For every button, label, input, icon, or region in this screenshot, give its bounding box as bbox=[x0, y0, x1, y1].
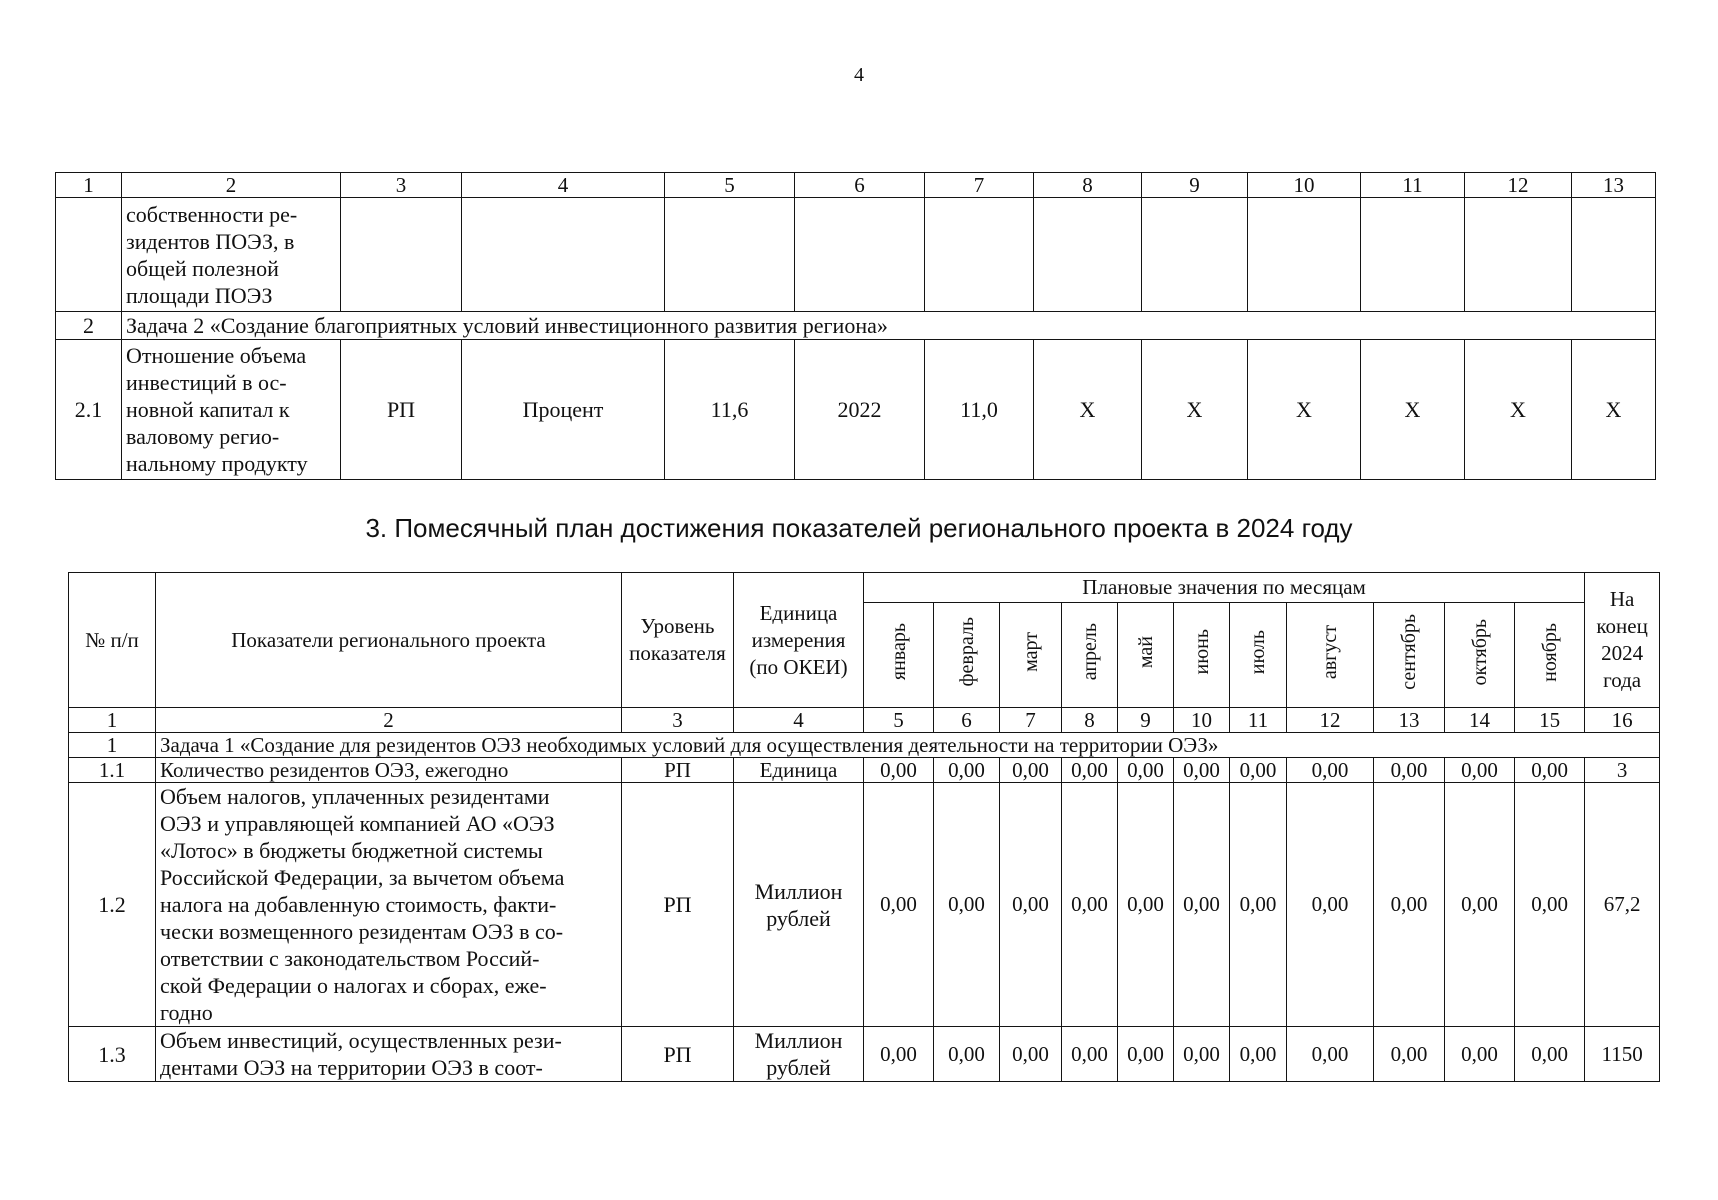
month-value: 0,00 bbox=[934, 783, 1000, 1027]
month-value: 0,00 bbox=[864, 758, 934, 783]
column-number: 9 bbox=[1118, 708, 1174, 733]
column-number: 3 bbox=[341, 173, 462, 198]
month-value: 0,00 bbox=[1445, 758, 1515, 783]
header-unit: Единица измерения (по ОКЕИ) bbox=[734, 573, 864, 708]
month-value: 0,00 bbox=[1230, 783, 1287, 1027]
column-number: 2 bbox=[156, 708, 622, 733]
month-value: 0,00 bbox=[934, 1027, 1000, 1082]
month-value: 0,00 bbox=[1118, 758, 1174, 783]
task-row bbox=[56, 312, 1656, 340]
month-header: апрель bbox=[1062, 603, 1118, 708]
month-header: январь bbox=[864, 603, 934, 708]
task-title: Задача 2 «Создание благоприятных условий инвестиционного развития региона» bbox=[122, 312, 1656, 340]
column-number: 4 bbox=[462, 173, 665, 198]
indicator-level: РП bbox=[622, 1027, 734, 1082]
column-number: 10 bbox=[1174, 708, 1230, 733]
value-2024: 11,0 bbox=[925, 340, 1034, 480]
unit: Единица bbox=[734, 758, 864, 783]
month-value: 0,00 bbox=[1174, 758, 1230, 783]
indicator-name: Количество резидентов ОЭЗ, ежегодно bbox=[156, 758, 622, 783]
month-value: 0,00 bbox=[1515, 1027, 1585, 1082]
indicator-name: Объем налогов, уплаченных резидентами ОЭЗ и управляющей компанией АО «ОЭЗ «Лотос» в бюджеты бюджетной системы Российской Федерации, за вычетом объема налога на добавленную стоимость, факти- чески возмещенного резидентам ОЭЗ в со- ответствии с законодательством Россий- ской Федерации о налогах и сборах, еже- годно bbox=[156, 783, 622, 1027]
month-header: февраль bbox=[934, 603, 1000, 708]
base-year: 2022 bbox=[795, 340, 925, 480]
monthly-plan-table bbox=[68, 572, 1660, 1082]
column-number: 12 bbox=[1465, 173, 1572, 198]
column-number: 9 bbox=[1142, 173, 1248, 198]
month-header: сентябрь bbox=[1374, 603, 1445, 708]
column-number: 1 bbox=[56, 173, 122, 198]
column-number: 2 bbox=[122, 173, 341, 198]
empty-cell bbox=[56, 198, 122, 312]
indicator-level: РП bbox=[622, 783, 734, 1027]
month-value: 0,00 bbox=[864, 783, 934, 1027]
x-mark: X bbox=[1034, 340, 1142, 480]
column-number: 10 bbox=[1248, 173, 1361, 198]
end-of-year-value: 67,2 bbox=[1585, 783, 1660, 1027]
month-value: 0,00 bbox=[1287, 783, 1374, 1027]
month-value: 0,00 bbox=[1118, 1027, 1174, 1082]
column-number: 7 bbox=[1000, 708, 1062, 733]
indicator-name: собственности ре- зидентов ПОЭЗ, в общей полезной площади ПОЭЗ bbox=[122, 198, 341, 312]
month-value: 0,00 bbox=[1062, 1027, 1118, 1082]
month-value: 0,00 bbox=[1374, 758, 1445, 783]
column-number: 11 bbox=[1361, 173, 1465, 198]
table-row bbox=[69, 1027, 1660, 1082]
table-row bbox=[69, 758, 1660, 783]
x-mark: X bbox=[1361, 340, 1465, 480]
month-value: 0,00 bbox=[864, 1027, 934, 1082]
column-number: 14 bbox=[1445, 708, 1515, 733]
indicator-name: Отношение объема инвестиций в ос- новной капитал к валовому регио- нальному продукту bbox=[122, 340, 341, 480]
empty-cell bbox=[1142, 198, 1248, 312]
month-header: март bbox=[1000, 603, 1062, 708]
page-number: 4 bbox=[854, 64, 864, 86]
month-value: 0,00 bbox=[1062, 783, 1118, 1027]
empty-cell bbox=[1248, 198, 1361, 312]
month-value: 0,00 bbox=[1515, 783, 1585, 1027]
month-value: 0,00 bbox=[1174, 783, 1230, 1027]
empty-cell bbox=[341, 198, 462, 312]
month-value: 0,00 bbox=[1445, 1027, 1515, 1082]
indicators-table-continued bbox=[55, 172, 1656, 480]
column-number: 13 bbox=[1374, 708, 1445, 733]
month-value: 0,00 bbox=[934, 758, 1000, 783]
end-of-year-value: 1150 bbox=[1585, 1027, 1660, 1082]
month-header: август bbox=[1287, 603, 1374, 708]
month-value: 0,00 bbox=[1515, 758, 1585, 783]
month-header: май bbox=[1118, 603, 1174, 708]
table-row bbox=[69, 783, 1660, 1027]
month-value: 0,00 bbox=[1374, 1027, 1445, 1082]
task-number: 2 bbox=[56, 312, 122, 340]
row-number: 1.3 bbox=[69, 1027, 156, 1082]
empty-cell bbox=[925, 198, 1034, 312]
column-number: 8 bbox=[1062, 708, 1118, 733]
x-mark: X bbox=[1142, 340, 1248, 480]
column-number: 5 bbox=[864, 708, 934, 733]
header-planned: Плановые значения по месяцам bbox=[864, 573, 1585, 603]
table-row bbox=[56, 198, 1656, 312]
month-value: 0,00 bbox=[1445, 783, 1515, 1027]
column-number: 12 bbox=[1287, 708, 1374, 733]
month-value: 0,00 bbox=[1000, 758, 1062, 783]
indicator-level: РП bbox=[341, 340, 462, 480]
month-value: 0,00 bbox=[1062, 758, 1118, 783]
month-value: 0,00 bbox=[1000, 783, 1062, 1027]
column-number-row bbox=[69, 708, 1660, 733]
month-value: 0,00 bbox=[1118, 783, 1174, 1027]
month-header: июль bbox=[1230, 603, 1287, 708]
empty-cell bbox=[1465, 198, 1572, 312]
empty-cell bbox=[1572, 198, 1656, 312]
empty-cell bbox=[1034, 198, 1142, 312]
x-mark: X bbox=[1248, 340, 1361, 480]
indicator-level: РП bbox=[622, 758, 734, 783]
month-value: 0,00 bbox=[1374, 783, 1445, 1027]
header-row bbox=[69, 573, 1660, 603]
empty-cell bbox=[1361, 198, 1465, 312]
row-number: 1.1 bbox=[69, 758, 156, 783]
empty-cell bbox=[795, 198, 925, 312]
month-value: 0,00 bbox=[1230, 758, 1287, 783]
column-number: 6 bbox=[795, 173, 925, 198]
column-number: 4 bbox=[734, 708, 864, 733]
column-number: 15 bbox=[1515, 708, 1585, 733]
column-number: 1 bbox=[69, 708, 156, 733]
month-value: 0,00 bbox=[1174, 1027, 1230, 1082]
x-mark: X bbox=[1465, 340, 1572, 480]
month-header: ноябрь bbox=[1515, 603, 1585, 708]
table-row bbox=[56, 340, 1656, 480]
month-value: 0,00 bbox=[1287, 758, 1374, 783]
month-header: октябрь bbox=[1445, 603, 1515, 708]
column-number-row bbox=[56, 173, 1656, 198]
row-number: 1.2 bbox=[69, 783, 156, 1027]
unit: Процент bbox=[462, 340, 665, 480]
row-number: 2.1 bbox=[56, 340, 122, 480]
column-number: 7 bbox=[925, 173, 1034, 198]
month-header: июнь bbox=[1174, 603, 1230, 708]
task-row bbox=[69, 733, 1660, 758]
column-number: 16 bbox=[1585, 708, 1660, 733]
x-mark: X bbox=[1572, 340, 1656, 480]
header-level: Уровень показателя bbox=[622, 573, 734, 708]
header-end-of-year: На конец 2024 года bbox=[1585, 573, 1660, 708]
section-title: 3. Помесячный план достижения показателей регионального проекта в 2024 году bbox=[365, 513, 1353, 543]
month-value: 0,00 bbox=[1287, 1027, 1374, 1082]
column-number: 6 bbox=[934, 708, 1000, 733]
column-number: 11 bbox=[1230, 708, 1287, 733]
column-number: 3 bbox=[622, 708, 734, 733]
header-num: № п/п bbox=[69, 573, 156, 708]
column-number: 8 bbox=[1034, 173, 1142, 198]
end-of-year-value: 3 bbox=[1585, 758, 1660, 783]
unit: Миллион рублей bbox=[734, 1027, 864, 1082]
header-indicator: Показатели регионального проекта bbox=[156, 573, 622, 708]
column-number: 5 bbox=[665, 173, 795, 198]
month-value: 0,00 bbox=[1230, 1027, 1287, 1082]
month-value: 0,00 bbox=[1000, 1027, 1062, 1082]
empty-cell bbox=[665, 198, 795, 312]
task-title: Задача 1 «Создание для резидентов ОЭЗ необходимых условий для осуществления деятельности на территории ОЭЗ» bbox=[156, 733, 1660, 758]
column-number: 13 bbox=[1572, 173, 1656, 198]
empty-cell bbox=[462, 198, 665, 312]
unit: Миллион рублей bbox=[734, 783, 864, 1027]
task-number: 1 bbox=[69, 733, 156, 758]
base-value: 11,6 bbox=[665, 340, 795, 480]
indicator-name: Объем инвестиций, осуществленных рези- дентами ОЭЗ на территории ОЭЗ в соот- bbox=[156, 1027, 622, 1082]
